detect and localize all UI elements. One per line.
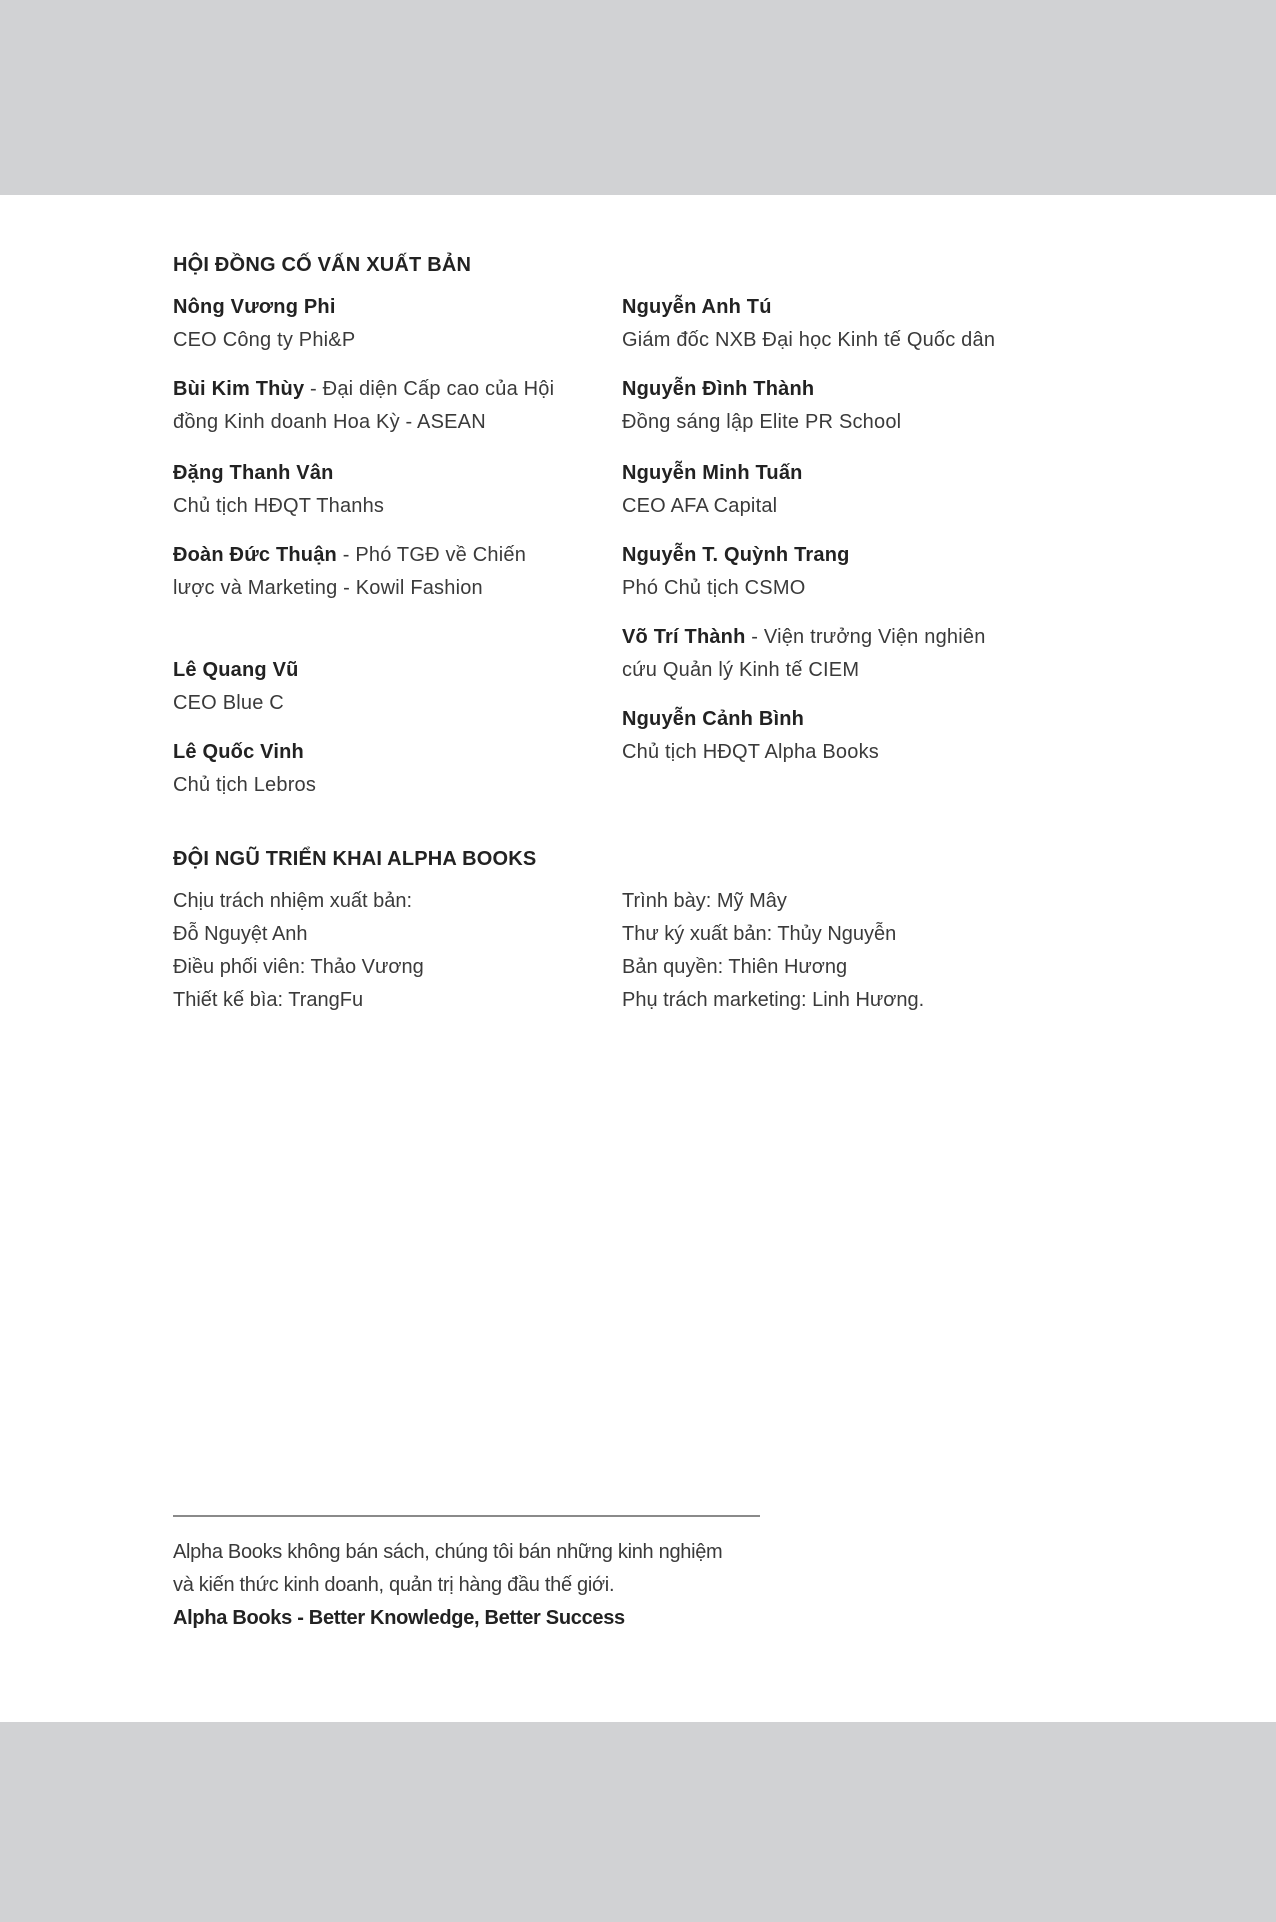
advisor-name: Lê Quốc Vinh: [173, 741, 304, 763]
advisor-role: Chủ tịch HĐQT Thanhs: [173, 495, 385, 517]
advisor-name: Nguyễn Minh Tuấn: [622, 462, 803, 484]
advisor-entry: [622, 373, 1142, 439]
team-line: Bản quyền: Thiên Hương: [622, 956, 848, 978]
separator: -: [745, 626, 764, 648]
team-line: Trình bày: Mỹ Mây: [622, 890, 787, 912]
advisor-name: Đoàn Đức Thuận: [173, 544, 337, 566]
advisor-role: Phó TGĐ về Chiến lược và Marketing - Kowil Fashion: [173, 544, 527, 599]
advisor-entry: [173, 539, 563, 605]
team-heading: ĐỘI NGŨ TRIỂN KHAI ALPHA BOOKS: [173, 848, 537, 870]
advisor-entry: [173, 457, 593, 523]
advisor-role: CEO Công ty Phi&P: [173, 329, 356, 351]
separator: -: [304, 378, 323, 400]
advisor-entry: [173, 654, 593, 720]
team-line: Thư ký xuất bản: Thủy Nguyễn: [622, 923, 897, 945]
team-line: Phụ trách marketing: Linh Hương.: [622, 989, 925, 1011]
advisor-role: Chủ tịch Lebros: [173, 774, 317, 796]
advisor-entry: [622, 621, 1002, 687]
team-line: Đỗ Nguyệt Anh: [173, 923, 308, 945]
advisor-name: Bùi Kim Thùy: [173, 378, 305, 400]
advisor-role: Viện trưởng Viện nghiên cứu Quản lý Kinh tế CIEM: [622, 626, 986, 681]
advisor-role: Chủ tịch HĐQT Alpha Books: [622, 741, 879, 763]
footer-line: và kiến thức kinh doanh, quản trị hàng đầu thế giới.: [173, 1574, 615, 1596]
advisor-name: Nguyễn Anh Tú: [622, 296, 772, 318]
separator: -: [336, 544, 356, 566]
advisor-role: Giám đốc NXB Đại học Kinh tế Quốc dân: [622, 329, 996, 351]
advisor-name: Nguyễn Đình Thành: [622, 378, 815, 400]
advisor-name: Nguyễn Cảnh Bình: [622, 708, 805, 730]
advisor-entry: [622, 703, 1142, 769]
top-gray-band: [0, 0, 1276, 195]
advisor-role: CEO AFA Capital: [622, 495, 778, 517]
team-right-list: [622, 885, 1142, 1017]
team-line: Điều phối viên: Thảo Vương: [173, 956, 424, 978]
bottom-gray-band: [0, 1722, 1276, 1922]
advisor-entry: [622, 457, 1142, 523]
advisor-name: Nông Vương Phi: [173, 296, 336, 318]
advisor-name: Lê Quang Vũ: [173, 659, 299, 681]
advisor-entry: [622, 539, 1142, 605]
footer-slogan: Alpha Books - Better Knowledge, Better Success: [173, 1607, 625, 1629]
footer-line: Alpha Books không bán sách, chúng tôi bán những kinh nghiệm: [173, 1541, 723, 1563]
advisor-role: Đồng sáng lập Elite PR School: [622, 411, 902, 433]
advisor-role: Đại diện Cấp cao của Hội đồng Kinh doanh Hoa Kỳ - ASEAN: [173, 378, 555, 433]
advisor-entry: [622, 291, 1142, 357]
advisor-entry: [173, 373, 563, 439]
advisor-name: Nguyễn T. Quỳnh Trang: [622, 544, 850, 566]
advisory-heading: HỘI ĐỒNG CỐ VẤN XUẤT BẢN: [173, 254, 472, 276]
advisor-role: Phó Chủ tịch CSMO: [622, 577, 806, 599]
advisor-name: Võ Trí Thành: [622, 626, 746, 648]
team-left-list: [173, 885, 593, 1017]
team-line: Chịu trách nhiệm xuất bản:: [173, 890, 413, 912]
footer: [173, 1536, 793, 1635]
advisor-entry: [173, 736, 593, 802]
divider-rule: [173, 1515, 760, 1517]
advisor-name: Đặng Thanh Vân: [173, 462, 334, 484]
advisor-entry: [173, 291, 593, 357]
team-line: Thiết kế bìa: TrangFu: [173, 989, 364, 1011]
advisor-role: CEO Blue C: [173, 692, 284, 714]
